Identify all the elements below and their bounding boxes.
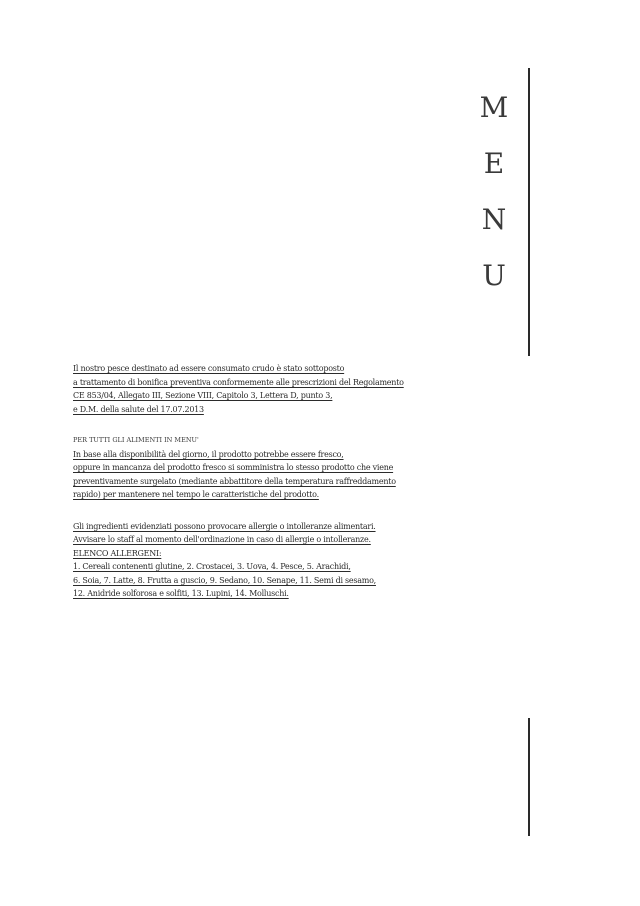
title-letter: N xyxy=(481,203,507,236)
allergens-notice xyxy=(73,520,473,601)
notice-line: oppure in mancanza del prodotto fresco si somministra lo stesso prodotto che viene xyxy=(73,463,394,472)
vertical-divider-bottom xyxy=(528,718,530,836)
title-letter: E xyxy=(483,147,505,180)
menu-title xyxy=(474,80,514,304)
notice-line: Gli ingredienti evidenziati possono provocare allergie o intolleranze alimentari. xyxy=(73,521,376,531)
notice-line: In base alla disponibilità del giorno, il prodotto potrebbe essere fresco, xyxy=(73,449,344,459)
notice-line: Il nostro pesce destinato ad essere consumato crudo è stato sottoposto xyxy=(73,364,345,373)
notice-line: rapido) per mantenere nel tempo le caratteristiche del prodotto. xyxy=(73,490,319,499)
allergen-list-line: 1. Cereali contenenti glutine, 2. Crostacei, 3. Uova, 4. Pesce, 5. Arachidi, xyxy=(73,562,351,571)
allergen-list-line: 12. Anidride solforosa e solfiti, 13. Lupini, 14. Molluschi. xyxy=(73,589,289,598)
allergen-list-line: 6. Soia, 7. Latte, 8. Frutta a guscio, 9. Sedano, 10. Senape, 11. Semi di sesamo, xyxy=(73,575,376,585)
title-letter: U xyxy=(482,259,506,292)
title-letter: M xyxy=(479,91,509,124)
allergen-list-heading: ELENCO ALLERGENI: xyxy=(73,548,162,558)
vertical-divider-top xyxy=(528,68,530,356)
all-foods-heading: PER TUTTI GLI ALIMENTI IN MENU' xyxy=(73,436,199,444)
all-foods-notice xyxy=(73,434,473,502)
notice-line: CE 853/04, Allegato III, Sezione VIII, Capitolo 3, Lettera D, punto 3, xyxy=(73,391,333,400)
raw-fish-notice xyxy=(73,362,473,416)
menu-notes xyxy=(73,362,473,619)
notice-line: e D.M. della salute del 17.07.2013 xyxy=(73,404,204,414)
notice-line: Avvisare lo staff al momento dell'ordinazione in caso di allergie o intolleranze. xyxy=(73,535,371,544)
notice-line: a trattamento di bonifica preventiva conformemente alle prescrizioni del Regolamento xyxy=(73,377,404,387)
notice-line: preventivamente surgelato (mediante abbattitore della temperatura raffreddamento xyxy=(73,476,396,486)
